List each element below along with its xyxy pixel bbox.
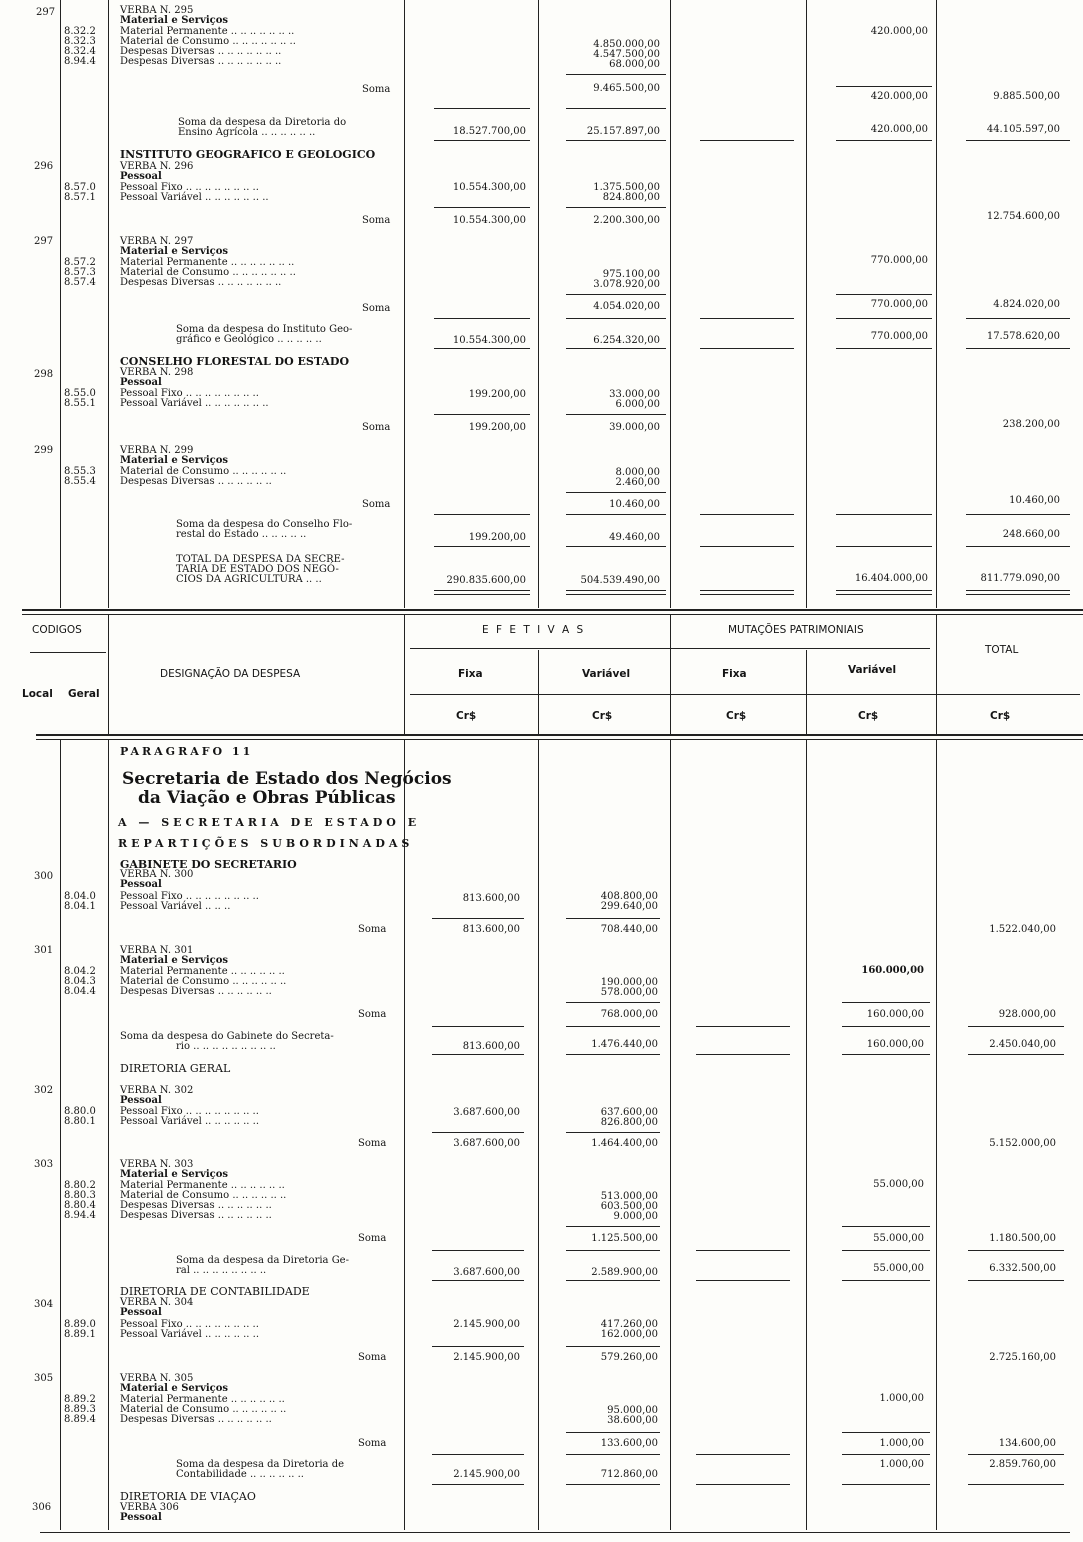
ef-var-value: 4.547.500,00: [593, 49, 660, 60]
section-heading: DIRETORIA DE VIAÇAO: [120, 1490, 256, 1503]
ef-var-value: 8.000,00: [615, 467, 660, 478]
grand-total-mp-var: 16.404.000,00: [854, 573, 928, 584]
local-code: 302: [34, 1085, 54, 1096]
header-local: Local: [22, 688, 53, 700]
item-code: 8.94.4: [64, 56, 96, 67]
item-desc: Pessoal Variável .. .. .. .. .. ..: [120, 1329, 260, 1340]
ef-var-value: 603.500,00: [600, 1201, 658, 1212]
grand-total-label: TOTAL DA DESPESA DA SECRE-: [176, 554, 345, 565]
item-desc: Despesas Diversas .. .. .. .. .. ..: [120, 476, 272, 487]
subtotal-label: Soma da despesa da Diretoria do: [178, 117, 347, 128]
soma-ef-fixa: 2.145.900,00: [453, 1352, 520, 1363]
item-code: 8.80.4: [64, 1200, 96, 1211]
subtotal-ef-fixa: 813.600,00: [462, 1041, 520, 1052]
subtotal-ef-var: 2.589.900,00: [591, 1267, 658, 1278]
ef-var-value: 190.000,00: [600, 977, 658, 988]
mp-var-value: 420.000,00: [870, 26, 928, 37]
subtotal-label: ral .. .. .. .. .. .. .. ..: [176, 1265, 267, 1276]
header-efetivas: E F E T I V A S: [482, 624, 586, 636]
soma-total: 1.180.500,00: [989, 1233, 1056, 1244]
verba-sub: Pessoal: [120, 377, 162, 388]
header-cr-5: Cr$: [990, 710, 1011, 722]
item-code: 8.80.0: [64, 1106, 96, 1117]
item-desc: Despesas Diversas .. .. .. .. .. ..: [120, 1210, 272, 1221]
item-desc: Despesas Diversas .. .. .. .. .. .. ..: [120, 46, 282, 57]
section-heading: GABINETE DO SECRETARIO: [120, 858, 297, 871]
soma-label: Soma: [358, 1352, 387, 1363]
item-code: 8.04.2: [64, 966, 96, 977]
ef-var-value: 3.078.920,00: [593, 279, 660, 290]
subtotal-mp-var: 1.000,00: [879, 1459, 924, 1470]
paragraph-heading: PARAGRAFO 11: [120, 745, 254, 758]
ef-var-value: 408.800,00: [600, 891, 658, 902]
ef-var-value: 1.375.500,00: [593, 182, 660, 193]
section-heading: INSTITUTO GEOGRAFICO E GEOLOGICO: [120, 148, 376, 161]
subtotal-total: 248.660,00: [1002, 529, 1060, 540]
ef-fixa-value: 813.600,00: [462, 893, 520, 904]
soma-mp-var: 1.000,00: [879, 1438, 924, 1449]
soma-total: 4.824.020,00: [993, 299, 1060, 310]
subtotal-label: rio .. .. .. .. .. .. .. .. ..: [176, 1041, 276, 1052]
local-code: 306: [32, 1502, 52, 1513]
section-heading: DIRETORIA GERAL: [120, 1062, 231, 1075]
item-code: 8.89.2: [64, 1394, 96, 1405]
ef-var-value: 578.000,00: [600, 987, 658, 998]
soma-ef-fixa: 3.687.600,00: [453, 1138, 520, 1149]
soma-total: 238.200,00: [1002, 419, 1060, 430]
soma-ef-var: 1.464.400,00: [591, 1138, 658, 1149]
header-variavel-mp: Variável: [848, 664, 897, 676]
subtotal-ef-var: 1.476.440,00: [591, 1039, 658, 1050]
header-designacao: DESIGNAÇÃO DA DESPESA: [160, 668, 301, 680]
local-code: 301: [34, 945, 54, 956]
subtotal-total: 17.578.620,00: [986, 331, 1060, 342]
mp-var-value: 55.000,00: [873, 1179, 924, 1190]
item-desc: Despesas Diversas .. .. .. .. .. ..: [120, 1414, 272, 1425]
ef-var-value: 975.100,00: [602, 269, 660, 280]
item-code: 8.04.1: [64, 901, 96, 912]
verba-title: VERBA N. 296: [120, 161, 194, 172]
item-desc: Material de Consumo .. .. .. .. .. .. ..: [120, 267, 296, 278]
ef-var-value: 824.800,00: [602, 192, 660, 203]
soma-label: Soma: [362, 215, 391, 226]
subtotal-label: Contabilidade .. .. .. .. .. ..: [176, 1469, 304, 1480]
header-fixa-mp: Fixa: [722, 668, 747, 680]
soma-mp-var: 55.000,00: [873, 1233, 924, 1244]
item-desc: Pessoal Fixo .. .. .. .. .. .. .. ..: [120, 1106, 259, 1117]
part-heading: REPARTIÇÕES SUBORDINADAS: [118, 837, 414, 850]
item-code: 8.80.2: [64, 1180, 96, 1191]
header-mutacoes: MUTAÇÕES PATRIMONIAIS: [728, 624, 864, 636]
verba-sub: Pessoal: [120, 1095, 162, 1106]
item-desc: Material Permanente .. .. .. .. .. ..: [120, 1180, 285, 1191]
local-code: 304: [34, 1299, 54, 1310]
item-code: 8.89.0: [64, 1319, 96, 1330]
subtotal-label: Soma da despesa da Diretoria de: [176, 1459, 345, 1470]
item-desc: Pessoal Variável .. .. .. .. .. .. ..: [120, 192, 269, 203]
subtotal-label: Soma da despesa do Gabinete do Secreta-: [120, 1031, 334, 1042]
subtotal-mp-var: 420.000,00: [870, 124, 928, 135]
subtotal-ef-var: 712.860,00: [600, 1469, 658, 1480]
item-code: 8.55.4: [64, 476, 96, 487]
item-code: 8.55.0: [64, 388, 96, 399]
item-desc: Despesas Diversas .. .. .. .. .. .. ..: [120, 277, 282, 288]
grand-total-label: TARIA DE ESTADO DOS NEGÓ-: [176, 564, 339, 575]
verba-sub: Pessoal: [120, 879, 162, 890]
verba-title: VERBA N. 305: [120, 1373, 194, 1384]
soma-label: Soma: [362, 422, 391, 433]
ef-fixa-value: 2.145.900,00: [453, 1319, 520, 1330]
subtotal-ef-fixa: 199.200,00: [468, 532, 526, 543]
verba-sub: Material e Serviços: [120, 1169, 229, 1180]
soma-ef-var: 708.440,00: [600, 924, 658, 935]
soma-label: Soma: [362, 499, 391, 510]
soma-mp-var: 770.000,00: [870, 299, 928, 310]
subtotal-total: 6.332.500,00: [989, 1263, 1056, 1274]
soma-ef-var: 579.260,00: [600, 1352, 658, 1363]
ef-var-value: 95.000,00: [607, 1405, 658, 1416]
verba-sub: Material e Serviços: [120, 455, 229, 466]
header-fixa: Fixa: [458, 668, 483, 680]
verba-sub: Material e Serviços: [120, 15, 229, 26]
verba-title: VERBA N. 303: [120, 1159, 194, 1170]
verba-sub: Pessoal: [120, 171, 162, 182]
subtotal-ef-fixa: 3.687.600,00: [453, 1267, 520, 1278]
soma-label: Soma: [362, 84, 391, 95]
item-code: 8.55.1: [64, 398, 96, 409]
soma-ef-var: 4.054.020,00: [593, 301, 660, 312]
item-desc: Material de Consumo .. .. .. .. .. .. ..: [120, 36, 296, 47]
item-code: 8.89.4: [64, 1414, 96, 1425]
grand-total-label: CIOS DA AGRICULTURA .. ..: [176, 574, 322, 585]
subtotal-label: restal do Estado .. .. .. .. ..: [176, 529, 307, 540]
soma-label: Soma: [358, 1138, 387, 1149]
verba-title: VERBA N. 299: [120, 445, 194, 456]
verba-title: VERBA N. 300: [120, 869, 194, 880]
soma-total: 1.522.040,00: [989, 924, 1056, 935]
item-desc: Pessoal Fixo .. .. .. .. .. .. .. ..: [120, 1319, 259, 1330]
item-desc: Pessoal Fixo .. .. .. .. .. .. .. ..: [120, 388, 259, 399]
soma-label: Soma: [358, 1438, 387, 1449]
local-code: 303: [34, 1159, 54, 1170]
subtotal-ef-fixa: 2.145.900,00: [453, 1469, 520, 1480]
subtotal-label: Soma da despesa do Instituto Geo-: [176, 324, 353, 335]
item-code: 8.57.1: [64, 192, 96, 203]
ef-var-value: 6.000,00: [615, 399, 660, 410]
soma-label: Soma: [358, 1009, 387, 1020]
local-code: 298: [34, 369, 54, 380]
section-heading: DIRETORIA DE CONTABILIDADE: [120, 1285, 310, 1298]
ef-var-value: 417.260,00: [600, 1319, 658, 1330]
item-desc: Material de Consumo .. .. .. .. .. ..: [120, 466, 287, 477]
item-code: 8.94.4: [64, 1210, 96, 1221]
soma-total: 5.152.000,00: [989, 1138, 1056, 1149]
section-heading: CONSELHO FLORESTAL DO ESTADO: [120, 355, 350, 368]
ef-var-value: 299.640,00: [600, 901, 658, 912]
ef-var-value: 513.000,00: [600, 1191, 658, 1202]
local-code: 299: [34, 445, 54, 456]
item-code: 8.55.3: [64, 466, 96, 477]
header-cr-2: Cr$: [592, 710, 613, 722]
soma-ef-var: 768.000,00: [600, 1009, 658, 1020]
soma-ef-fixa: 10.554.300,00: [452, 215, 526, 226]
item-code: 8.57.3: [64, 267, 96, 278]
soma-total: 134.600,00: [998, 1438, 1056, 1449]
secretaria-title: Secretaria de Estado dos Negócios: [122, 769, 452, 789]
verba-title: VERBA N. 304: [120, 1297, 194, 1308]
secretaria-title: da Viação e Obras Públicas: [138, 788, 396, 808]
header-cr-4: Cr$: [858, 710, 879, 722]
item-code: 8.32.2: [64, 26, 96, 37]
verba-sub: Pessoal: [120, 1512, 162, 1523]
subtotal-ef-var: 49.460,00: [609, 532, 660, 543]
ef-var-value: 33.000,00: [609, 389, 660, 400]
item-desc: Pessoal Variável .. .. ..: [120, 901, 231, 912]
verba-sub: Pessoal: [120, 1307, 162, 1318]
ef-var-value: 637.600,00: [600, 1107, 658, 1118]
header-geral: Geral: [68, 688, 100, 700]
soma-total: 9.885.500,00: [993, 91, 1060, 102]
verba-title: VERBA 306: [120, 1502, 179, 1513]
ef-var-value: 2.460,00: [615, 477, 660, 488]
subtotal-label: Ensino Agrícola .. .. .. .. .. ..: [178, 127, 316, 138]
grand-total: 811.779.090,00: [980, 573, 1060, 584]
item-desc: Pessoal Fixo .. .. .. .. .. .. .. ..: [120, 891, 259, 902]
item-code: 8.80.1: [64, 1116, 96, 1127]
ef-fixa-value: 199.200,00: [468, 389, 526, 400]
item-desc: Material de Consumo .. .. .. .. .. ..: [120, 976, 287, 987]
soma-total: 2.725.160,00: [989, 1352, 1056, 1363]
ef-fixa-value: 3.687.600,00: [453, 1107, 520, 1118]
header-cr-3: Cr$: [726, 710, 747, 722]
header-cr-1: Cr$: [456, 710, 477, 722]
verba-sub: Material e Serviços: [120, 246, 229, 257]
subtotal-ef-fixa: 10.554.300,00: [452, 335, 526, 346]
verba-title: VERBA N. 301: [120, 945, 194, 956]
header-codigos: CODIGOS: [32, 624, 82, 636]
subtotal-mp-var: 160.000,00: [866, 1039, 924, 1050]
item-code: 8.57.0: [64, 182, 96, 193]
item-desc: Pessoal Variável .. .. .. .. .. ..: [120, 1116, 260, 1127]
soma-label: Soma: [358, 1233, 387, 1244]
soma-total: 12.754.600,00: [986, 211, 1060, 222]
soma-ef-var: 2.200.300,00: [593, 215, 660, 226]
soma-label: Soma: [358, 924, 387, 935]
item-code: 8.04.4: [64, 986, 96, 997]
subtotal-total: 2.450.040,00: [989, 1039, 1056, 1050]
part-heading: A — SECRETARIA DE ESTADO E: [118, 816, 421, 829]
soma-ef-var: 1.125.500,00: [591, 1233, 658, 1244]
subtotal-label: Soma da despesa da Diretoria Ge-: [176, 1255, 349, 1266]
soma-total: 928.000,00: [998, 1009, 1056, 1020]
mp-var-value: 160.000,00: [861, 965, 924, 976]
item-desc: Pessoal Variável .. .. .. .. .. .. ..: [120, 398, 269, 409]
soma-label: Soma: [362, 303, 391, 314]
item-code: 8.04.3: [64, 976, 96, 987]
mp-var-value: 1.000,00: [879, 1393, 924, 1404]
soma-total: 10.460,00: [1009, 495, 1060, 506]
item-code: 8.57.4: [64, 277, 96, 288]
subtotal-total: 2.859.760,00: [989, 1459, 1056, 1470]
ef-var-value: 4.850.000,00: [593, 39, 660, 50]
header-total: TOTAL: [985, 644, 1019, 656]
ef-var-value: 38.600,00: [607, 1415, 658, 1426]
item-desc: Material Permanente .. .. .. .. .. ..: [120, 1394, 285, 1405]
verba-title: VERBA N. 302: [120, 1085, 194, 1096]
verba-title: VERBA N. 298: [120, 367, 194, 378]
soma-ef-fixa: 813.600,00: [462, 924, 520, 935]
soma-ef-fixa: 199.200,00: [468, 422, 526, 433]
item-desc: Pessoal Fixo .. .. .. .. .. .. .. ..: [120, 182, 259, 193]
ef-var-value: 826.800,00: [600, 1117, 658, 1128]
grand-total-ef-var: 504.539.490,00: [580, 575, 660, 586]
item-desc: Material Permanente .. .. .. .. .. ..: [120, 966, 285, 977]
subtotal-total: 44.105.597,00: [986, 124, 1060, 135]
local-code: 300: [34, 871, 54, 882]
item-desc: Material Permanente .. .. .. .. .. .. ..: [120, 26, 295, 37]
grand-total-ef-fixa: 290.835.600,00: [446, 575, 526, 586]
verba-sub: Material e Serviços: [120, 955, 229, 966]
subtotal-ef-var: 25.157.897,00: [586, 126, 660, 137]
local-code: 297: [36, 7, 56, 18]
verba-title: VERBA N. 297: [120, 236, 194, 247]
item-code: 8.32.4: [64, 46, 96, 57]
subtotal-label: Soma da despesa do Conselho Flo-: [176, 519, 353, 530]
soma-ef-var: 9.465.500,00: [593, 83, 660, 94]
item-desc: Material de Consumo .. .. .. .. .. ..: [120, 1190, 287, 1201]
subtotal-mp-var: 55.000,00: [873, 1263, 924, 1274]
item-code: 8.89.1: [64, 1329, 96, 1340]
ef-var-value: 9.000,00: [613, 1211, 658, 1222]
ef-fixa-value: 10.554.300,00: [452, 182, 526, 193]
subtotal-ef-fixa: 18.527.700,00: [452, 126, 526, 137]
soma-mp-var: 160.000,00: [866, 1009, 924, 1020]
verba-title: VERBA N. 295: [120, 5, 194, 16]
subtotal-mp-var: 770.000,00: [870, 331, 928, 342]
local-code: 297: [34, 236, 54, 247]
item-desc: Material de Consumo .. .. .. .. .. ..: [120, 1404, 287, 1415]
item-code: 8.04.0: [64, 891, 96, 902]
item-code: 8.80.3: [64, 1190, 96, 1201]
item-code: 8.32.3: [64, 36, 96, 47]
item-desc: Despesas Diversas .. .. .. .. .. ..: [120, 1200, 272, 1211]
item-desc: Despesas Diversas .. .. .. .. .. .. ..: [120, 56, 282, 67]
item-code: 8.89.3: [64, 1404, 96, 1415]
item-desc: Material Permanente .. .. .. .. .. .. ..: [120, 257, 295, 268]
verba-sub: Material e Serviços: [120, 1383, 229, 1394]
subtotal-label: gráfico e Geológico .. .. .. .. ..: [176, 334, 322, 345]
local-code: 305: [34, 1373, 54, 1384]
item-code: 8.57.2: [64, 257, 96, 268]
ef-var-value: 162.000,00: [600, 1329, 658, 1340]
item-desc: Despesas Diversas .. .. .. .. .. ..: [120, 986, 272, 997]
local-code: 296: [34, 161, 54, 172]
ef-var-value: 68.000,00: [609, 59, 660, 70]
mp-var-value: 770.000,00: [870, 255, 928, 266]
soma-ef-var: 10.460,00: [609, 499, 660, 510]
soma-mp-var: 420.000,00: [870, 91, 928, 102]
soma-ef-var: 39.000,00: [609, 422, 660, 433]
soma-ef-var: 133.600,00: [600, 1438, 658, 1449]
subtotal-ef-var: 6.254.320,00: [593, 335, 660, 346]
header-variavel: Variável: [582, 668, 631, 680]
